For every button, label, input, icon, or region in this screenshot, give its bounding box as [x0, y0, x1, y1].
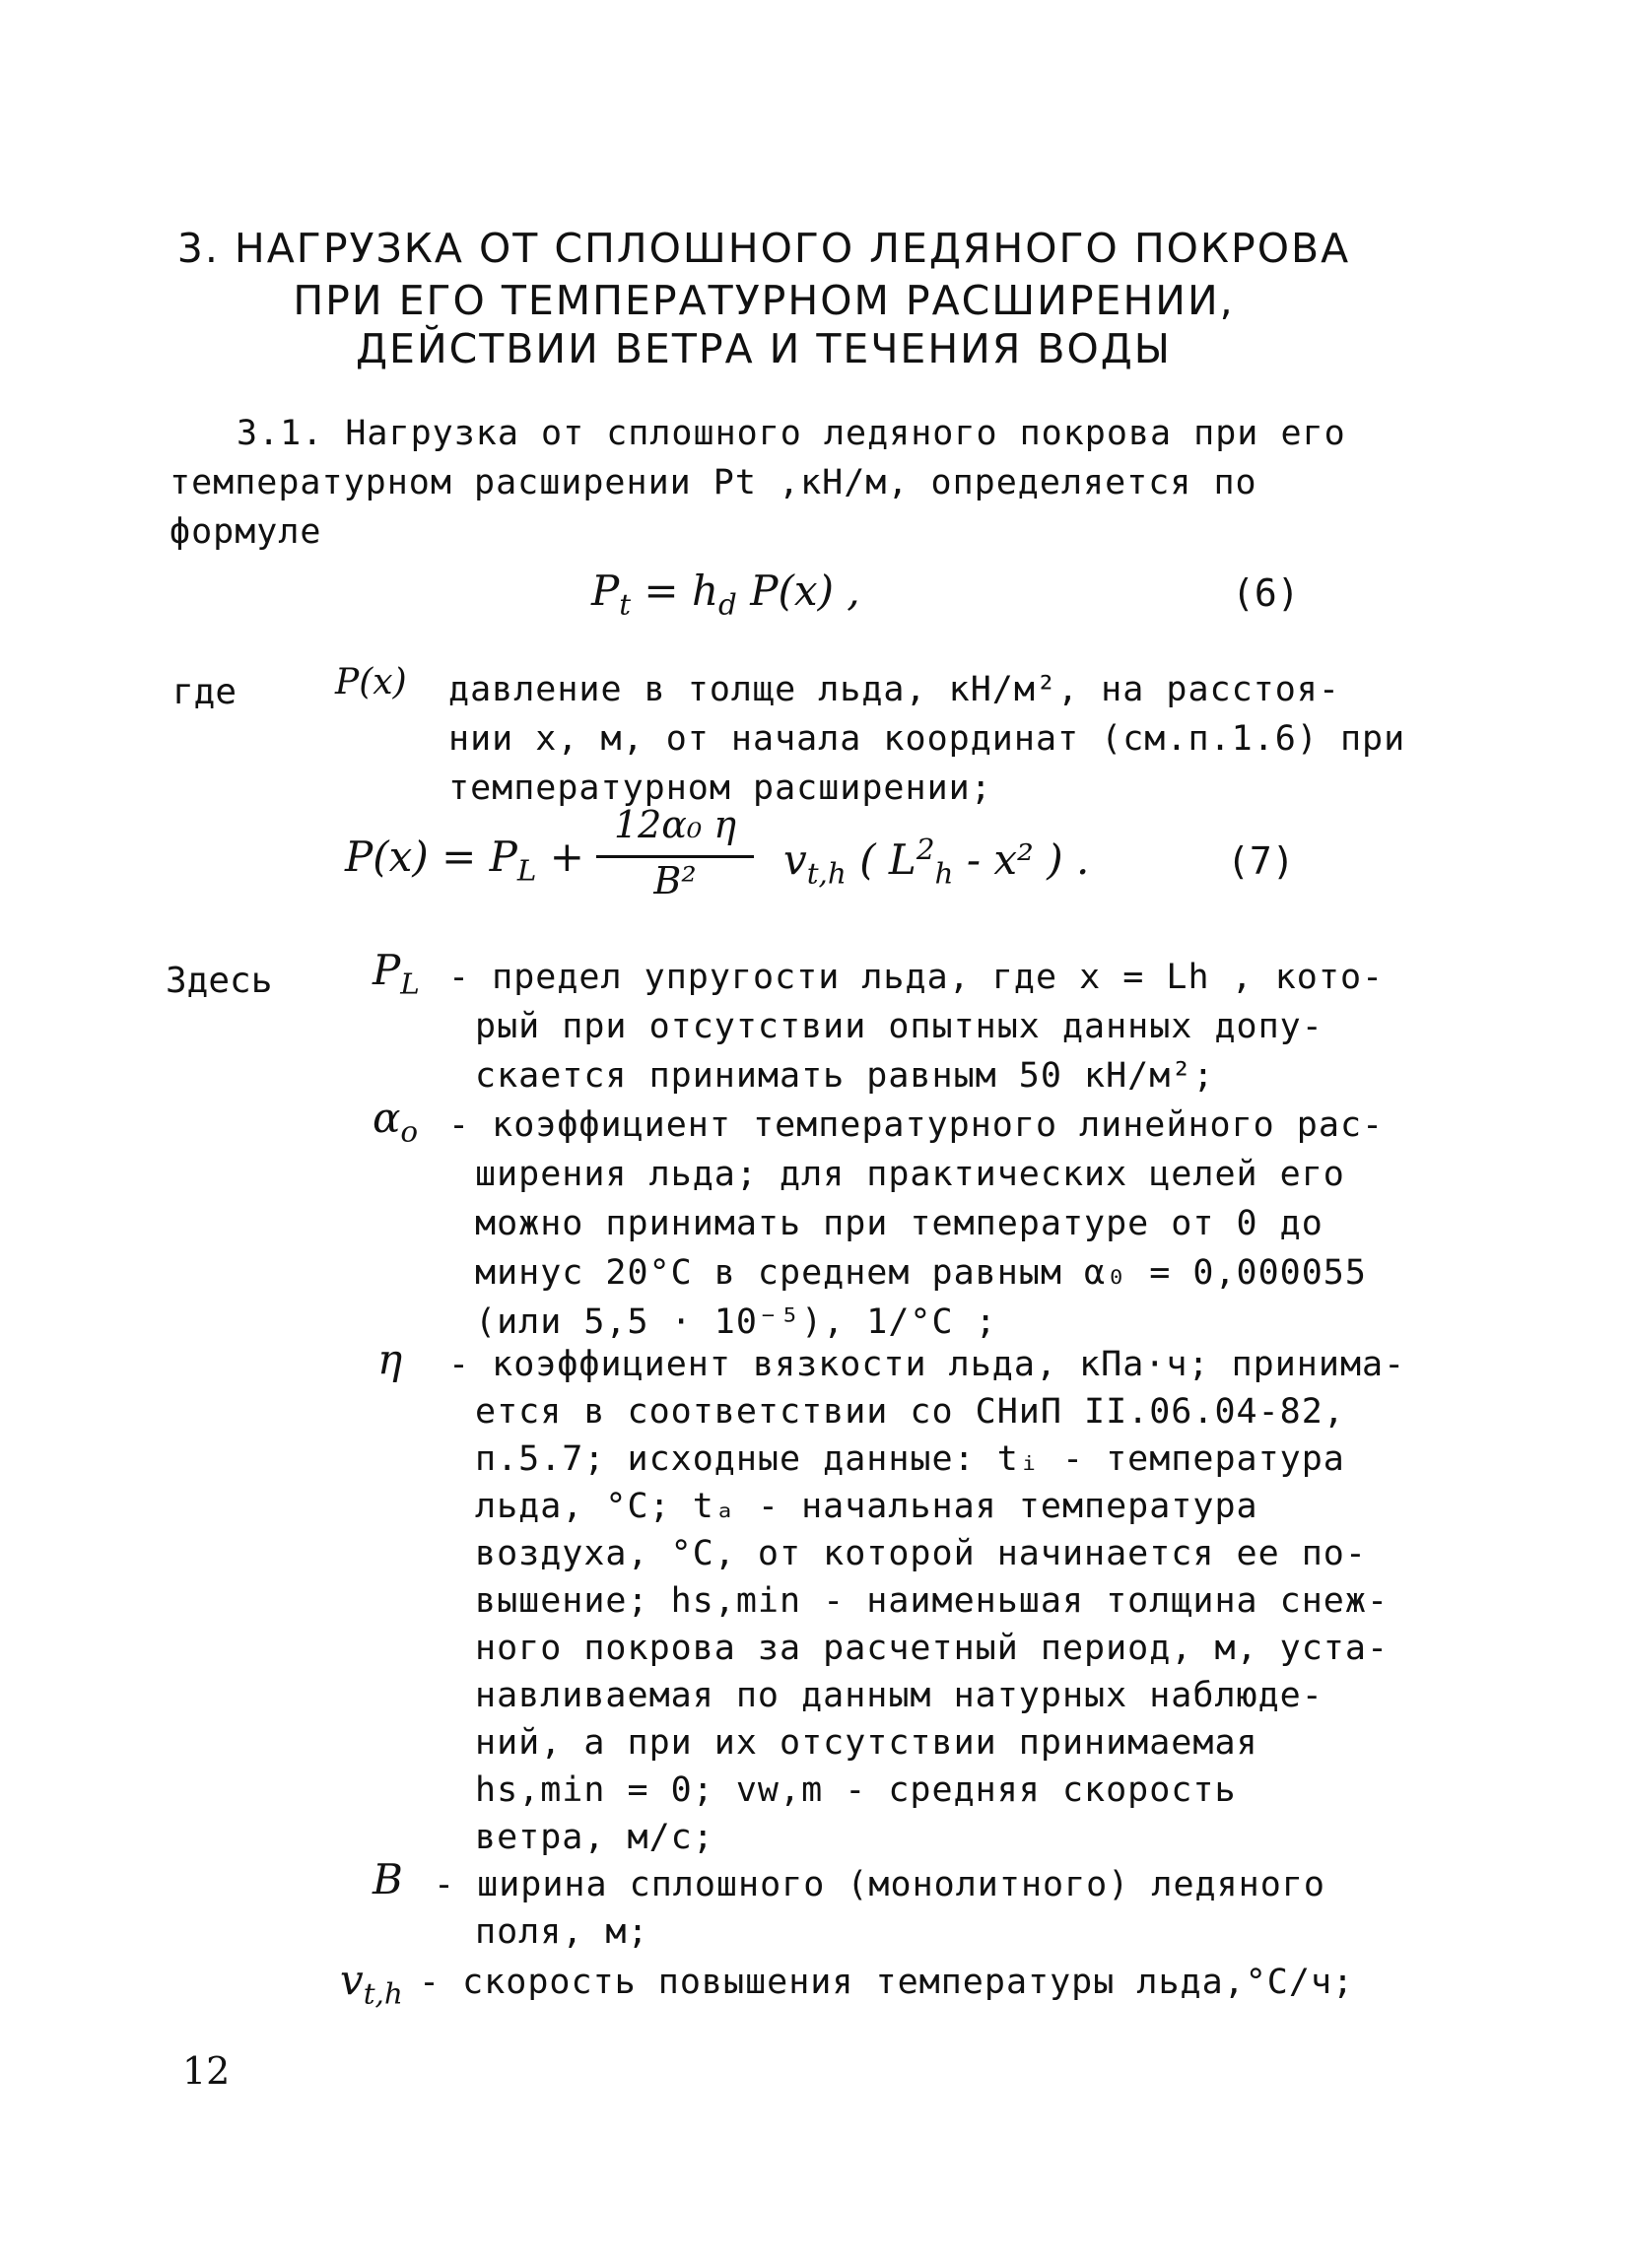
where-line-2: нии x, м, от начала координат (см.п.1.6) при: [448, 719, 1406, 759]
definitions-label: Здесь: [166, 961, 273, 1001]
def-alpha-line-1: - коэффициент температурного линейного рас-: [448, 1105, 1385, 1145]
def-v-line-1: - скорость повышения температуры льда,°C/ч;: [419, 1963, 1355, 2002]
def-eta-line-2: ется в соответствии со СНиП II.06.04-82,: [475, 1392, 1345, 1432]
formula-7-number: (7): [1227, 839, 1295, 883]
formula-7-fraction-bar: [596, 855, 754, 858]
def-eta-line-7: ного покрова за расчетный период, м, уста-: [475, 1629, 1390, 1668]
def-symbol-b: B: [373, 1855, 403, 1903]
def-symbol-v: $v_{t,h}$: [340, 1956, 403, 2011]
def-eta-line-5: воздуха, °C, от которой начинается ее по-: [475, 1534, 1367, 1573]
where-label: где: [172, 672, 238, 712]
def-pl-line-3: скается принимать равным 50 кН/м²;: [475, 1056, 1215, 1096]
def-symbol-eta: η: [377, 1335, 403, 1383]
page-number: 12: [182, 2049, 231, 2093]
def-alpha-line-5: (или 5,5 · 10⁻⁵), 1/°C ;: [475, 1302, 997, 1342]
where-line-3: температурном расширении;: [448, 768, 992, 808]
def-symbol-alpha: $\alpha_o$: [373, 1094, 419, 1149]
section-title-line-3: ДЕЙСТВИИ ВЕТРА И ТЕЧЕНИЯ ВОДЫ: [356, 325, 1172, 372]
formula-6: $P_t = h_d$ P(x) ,: [591, 567, 860, 622]
formula-7-rhs: $v_{t,h}$ ( $L^2_h - x^2$ ) .: [783, 833, 1090, 891]
def-eta-line-9: ний, а при их отсутствии принимаемая: [475, 1723, 1258, 1763]
section-title-line-1: 3. НАГРУЗКА ОТ СПЛОШНОГО ЛЕДЯНОГО ПОКРОВА: [176, 225, 1351, 272]
def-b-line-1: - ширина сплошного (монолитного) ледяного: [434, 1865, 1325, 1904]
def-pl-line-2: рый при отсутствии опытных данных допу-: [475, 1007, 1324, 1046]
formula-7-denominator: B²: [653, 859, 697, 902]
def-alpha-line-3: можно принимать при температуре от 0 до: [475, 1204, 1324, 1243]
where-line-1: давление в толще льда, кН/м², на расстоя-: [448, 670, 1340, 709]
def-eta-line-11: ветра, м/с;: [475, 1818, 714, 1857]
formula-7-numerator: 12α₀ η: [613, 803, 737, 846]
def-eta-line-8: навливаемая по данным натурных наблюде-: [475, 1676, 1324, 1715]
clause-line-2: температурном расширении Pt ,кН/м, определяется по: [170, 463, 1257, 502]
def-alpha-line-2: ширения льда; для практических целей его: [475, 1155, 1345, 1194]
def-symbol-pl: $P_L$: [373, 946, 420, 1001]
def-eta-line-4: льда, °C; tₐ - начальная температура: [475, 1487, 1258, 1526]
section-title-line-2: ПРИ ЕГО ТЕМПЕРАТУРНОМ РАСШИРЕНИИ,: [293, 277, 1235, 324]
def-alpha-line-4: минус 20°C в среднем равным α₀ = 0,000055: [475, 1253, 1367, 1293]
def-eta-line-3: п.5.7; исходные данные: tᵢ - температура: [475, 1439, 1345, 1479]
formula-7-lhs: $P(x) = P_L$ +: [345, 833, 584, 888]
def-eta-line-10: hs,min = 0; vw,m - средняя скорость: [475, 1770, 1237, 1810]
def-eta-line-6: вышение; hs,min - наименьшая толщина снеж-: [475, 1581, 1390, 1621]
clause-line-1: 3.1. Нагрузка от сплошного ледяного покрова при его: [237, 414, 1346, 453]
def-b-line-2: поля, м;: [475, 1912, 649, 1952]
clause-line-3: формуле: [170, 512, 322, 552]
def-pl-line-1: - предел упругости льда, где x = Lh , кото-: [448, 958, 1385, 997]
def-eta-line-1: - коэффициент вязкости льда, кПа·ч; принима-: [448, 1345, 1406, 1384]
where-symbol: P(x): [335, 662, 407, 702]
formula-6-number: (6): [1232, 571, 1300, 615]
